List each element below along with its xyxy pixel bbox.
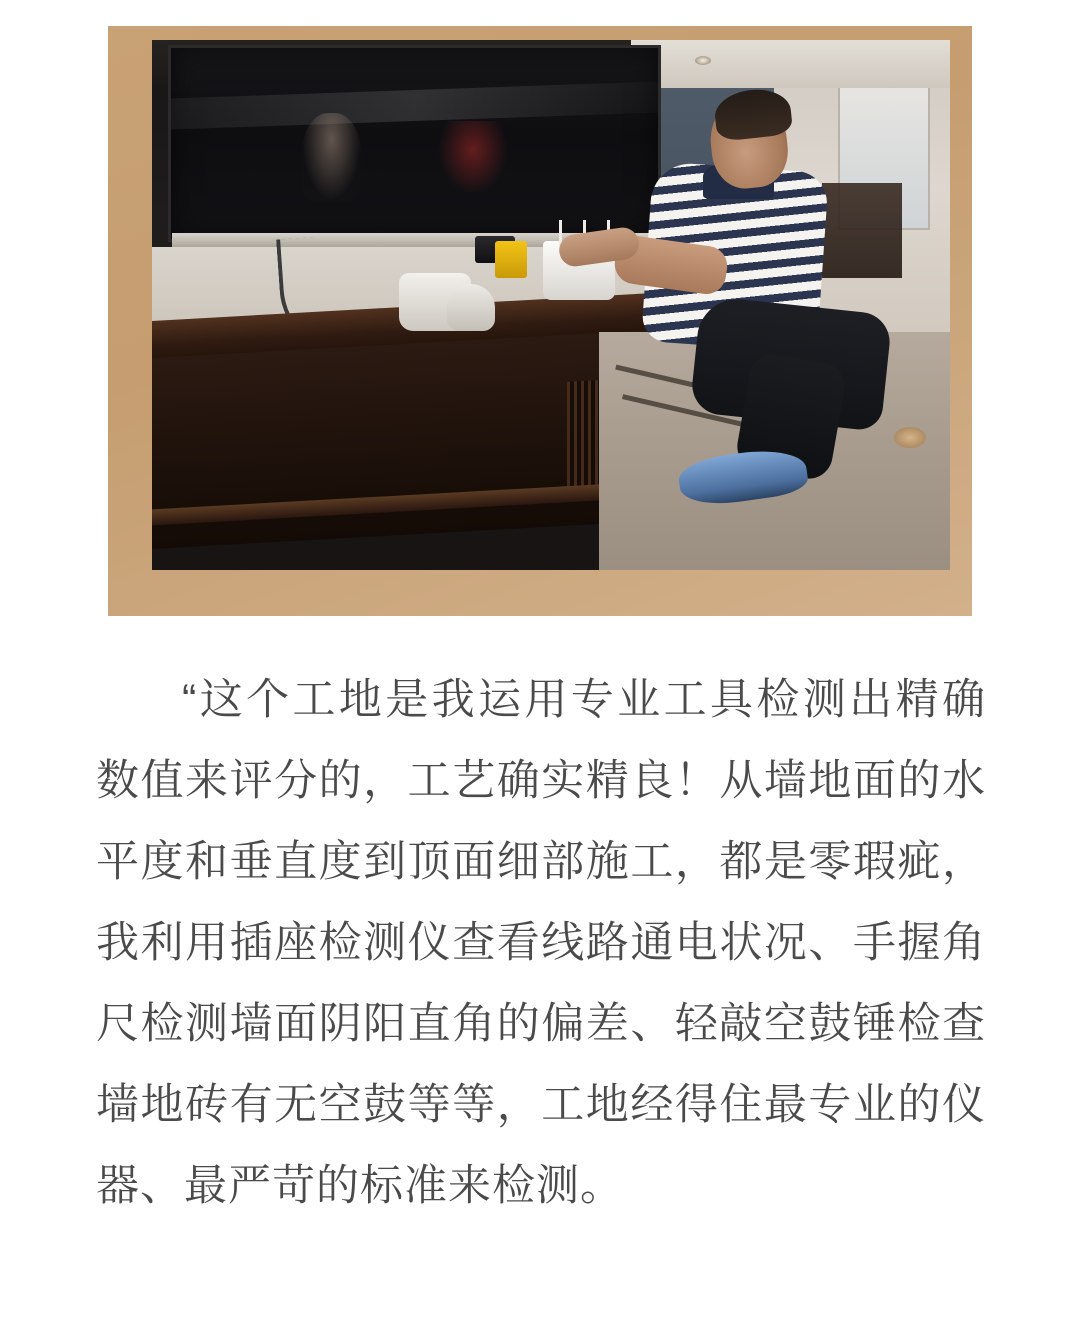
- ceiling-right: [631, 40, 950, 88]
- article-body: [96, 660, 986, 1227]
- article-photo: [152, 40, 950, 570]
- photo-card: [108, 26, 972, 616]
- tv-reflected-figure: [302, 113, 360, 201]
- television: [168, 45, 661, 242]
- small-floor-object: [894, 427, 926, 448]
- photo-scene: [152, 40, 950, 570]
- downlight-icon: [695, 56, 711, 65]
- tv-reflected-red-object: [439, 121, 507, 194]
- chair: [822, 183, 902, 278]
- white-device-secondary: [447, 284, 495, 332]
- article-paragraph: “这个工地是我运用专业工具检测出精确数值来评分的，工艺确实精良！从墙地面的水平度和垂直度到顶面细部施工，都是零瑕疵，我利用插座检测仪查看线路通电状况、手握角尺检测墙面阴阳直角的偏差、轻敲空鼓锤检查墙地砖有无空鼓等等，工地经得住最专业的仪器、最严苛的标准来检测。: [96, 676, 986, 1210]
- socket-tester: [495, 241, 527, 278]
- tv-reflection: [171, 82, 658, 130]
